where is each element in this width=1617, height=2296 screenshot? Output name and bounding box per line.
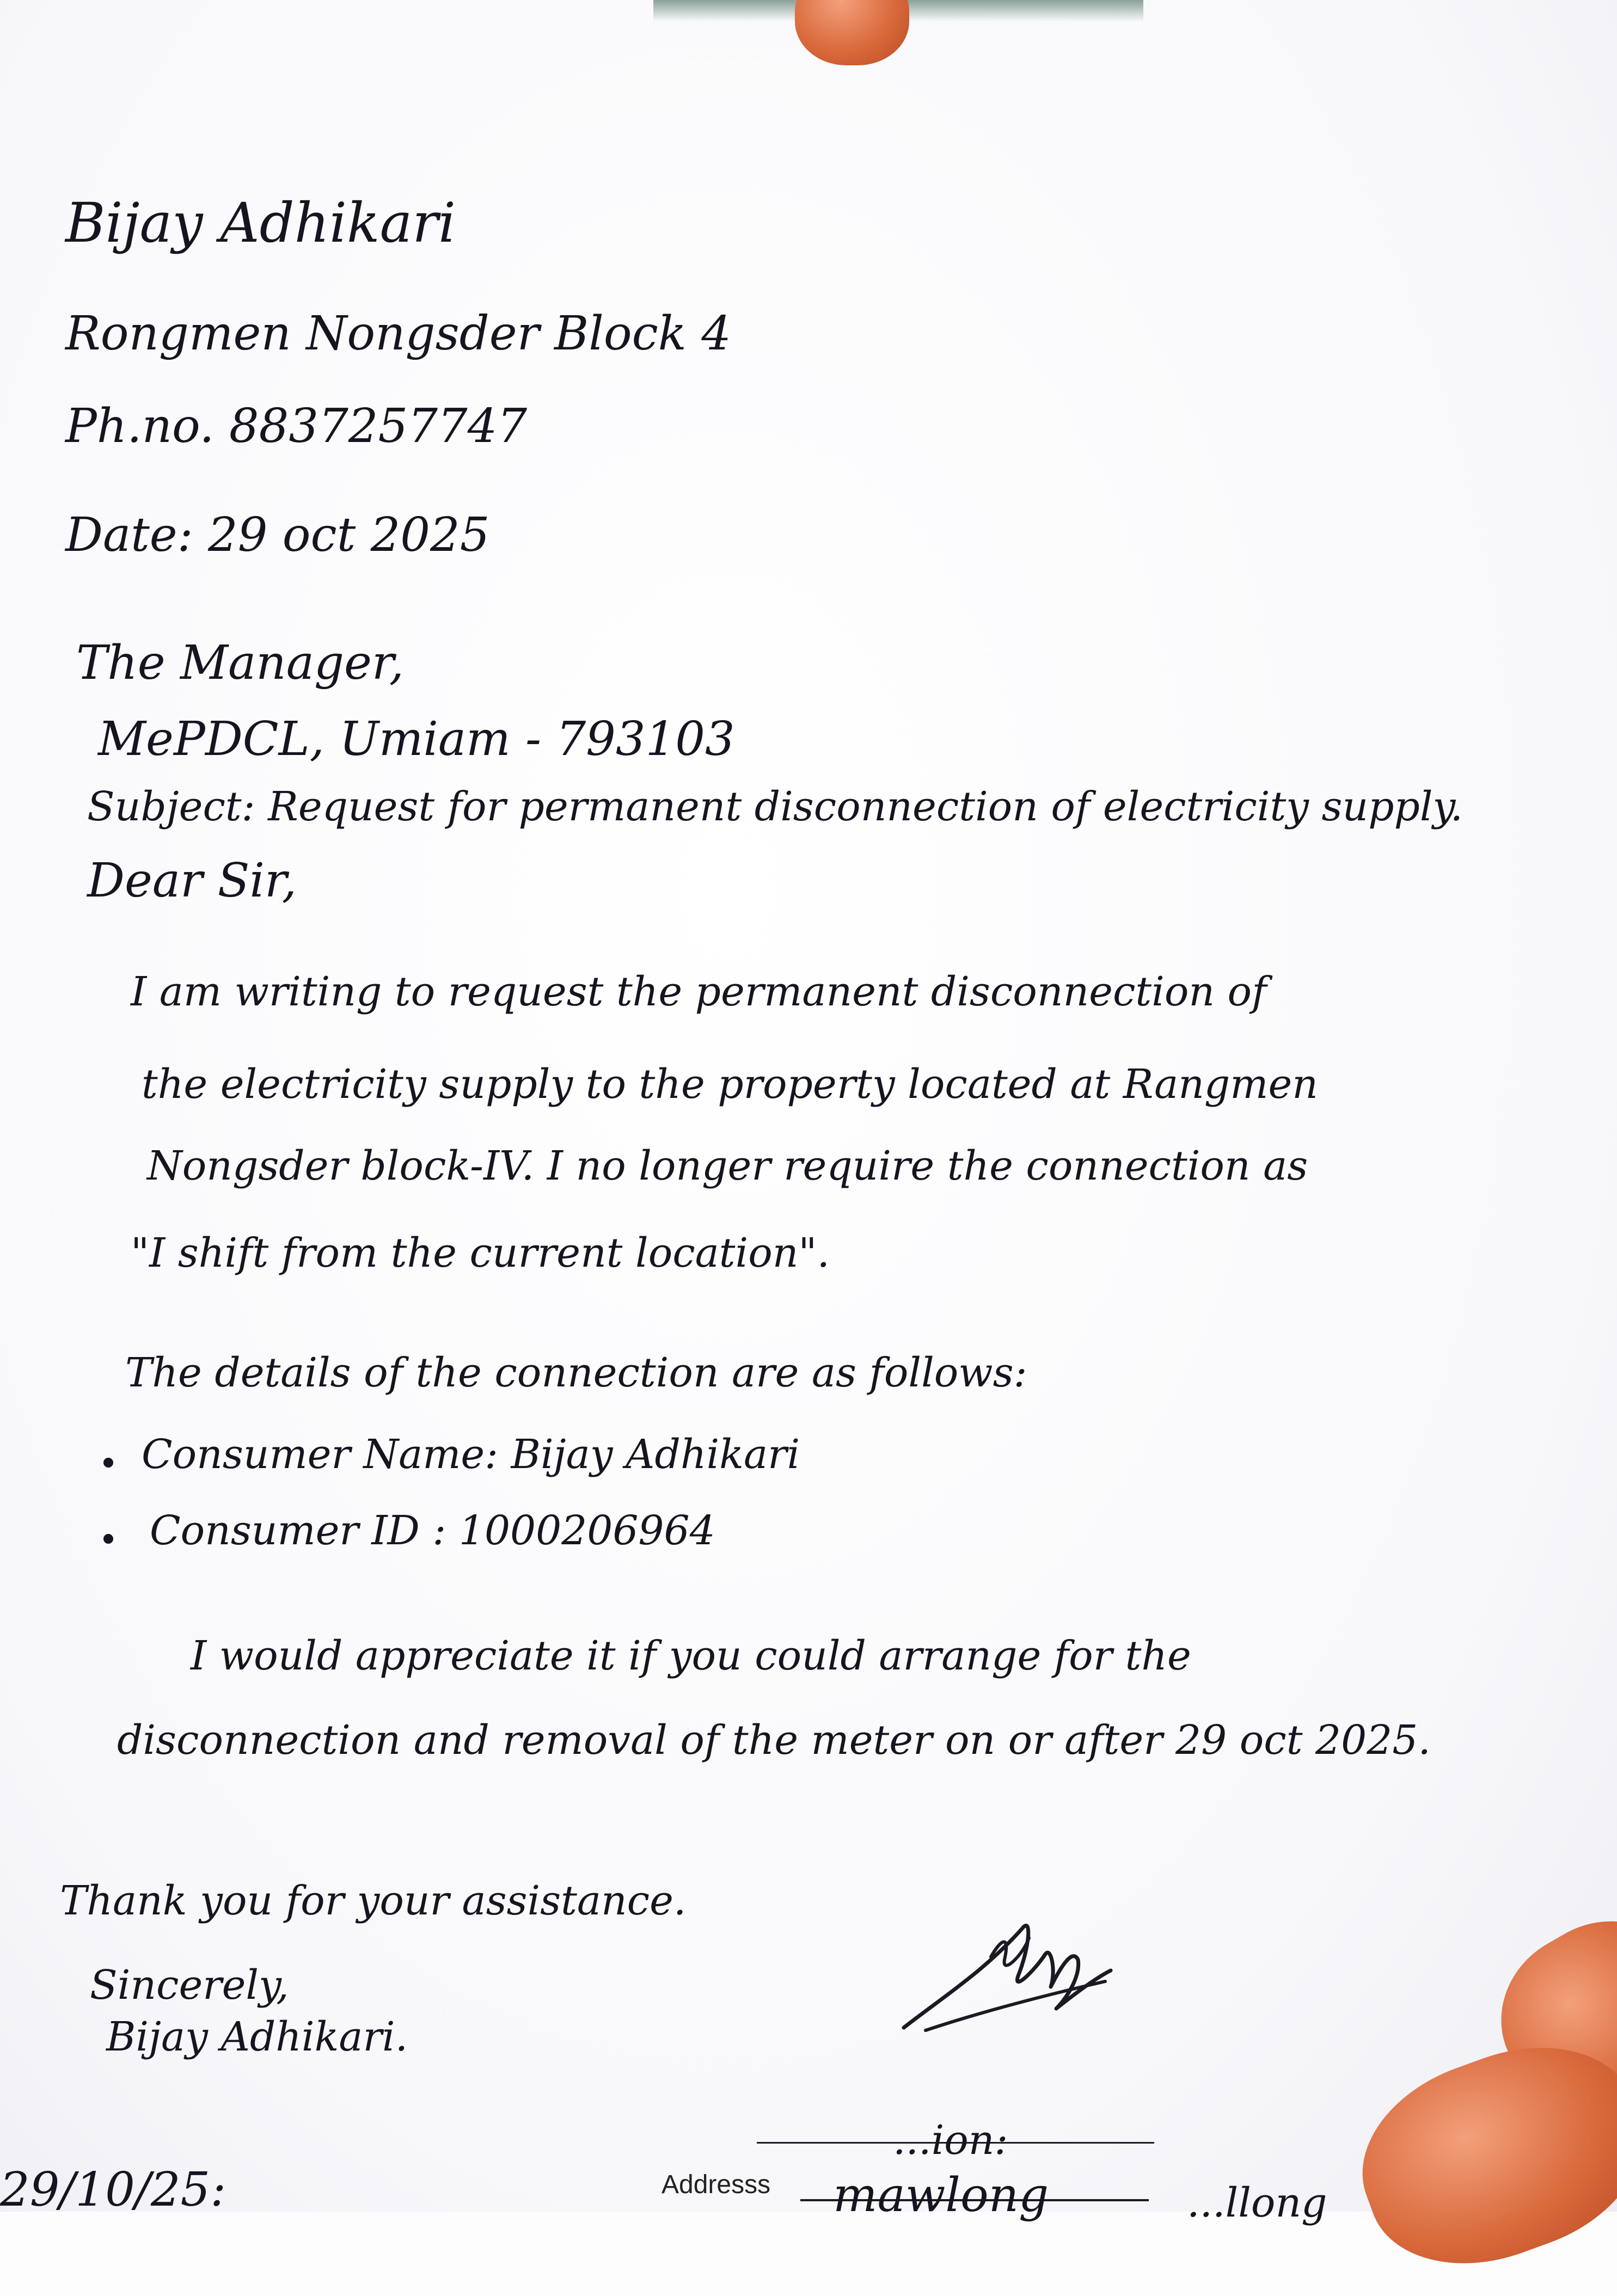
body-line-1: I am writing to request the permanent disconnection of — [131, 968, 1267, 1015]
salutation: Dear Sir, — [87, 854, 297, 908]
bullet — [103, 1534, 113, 1544]
signature — [893, 1905, 1122, 2036]
footer-date: 29/10/25: — [0, 2163, 226, 2217]
letter-date: Date: 29 oct 2025 — [65, 508, 490, 562]
sender-phone: Ph.no. 8837257747 — [65, 399, 528, 453]
body-line-3: Nongsder block-IV. I no longer require the connection as — [147, 1143, 1308, 1189]
signoff: Sincerely, — [90, 1962, 289, 2009]
subject-line: Subject: Request for permanent disconnection of electricity supply. — [87, 783, 1463, 830]
details-intro: The details of the connection are as follows: — [125, 1349, 1027, 1396]
recipient-title: The Manager, — [76, 636, 404, 690]
sender-address: Rongmen Nongsder Block 4 — [65, 306, 731, 361]
detail-consumer-id: Consumer ID : 1000206964 — [150, 1507, 715, 1554]
body2-line-1: I would appreciate it if you could arrange for the — [191, 1632, 1191, 1679]
address-right-text: ...llong — [1187, 2180, 1327, 2226]
bullet — [103, 1458, 113, 1468]
thanks-line: Thank you for your assistance. — [60, 1877, 687, 1924]
sender-name: Bijay Adhikari — [65, 191, 456, 255]
recipient-org: MePDCL, Umiam - 793103 — [98, 712, 735, 766]
body2-line-2: disconnection and removal of the meter on or after 29 oct 2025. — [117, 1717, 1431, 1764]
body-line-4: "I shift from the current location". — [131, 1230, 830, 1276]
closing-name: Bijay Adhikari. — [106, 2013, 408, 2060]
body-line-2: the electricity supply to the property located at Rangmen — [142, 1061, 1318, 1108]
address-label: Addresss — [661, 2170, 771, 2199]
detail-consumer-name: Consumer Name: Bijay Adhikari — [142, 1431, 800, 1478]
address-value: mawlong — [833, 2168, 1049, 2223]
address-above-text: ...ion: — [893, 2117, 1008, 2164]
